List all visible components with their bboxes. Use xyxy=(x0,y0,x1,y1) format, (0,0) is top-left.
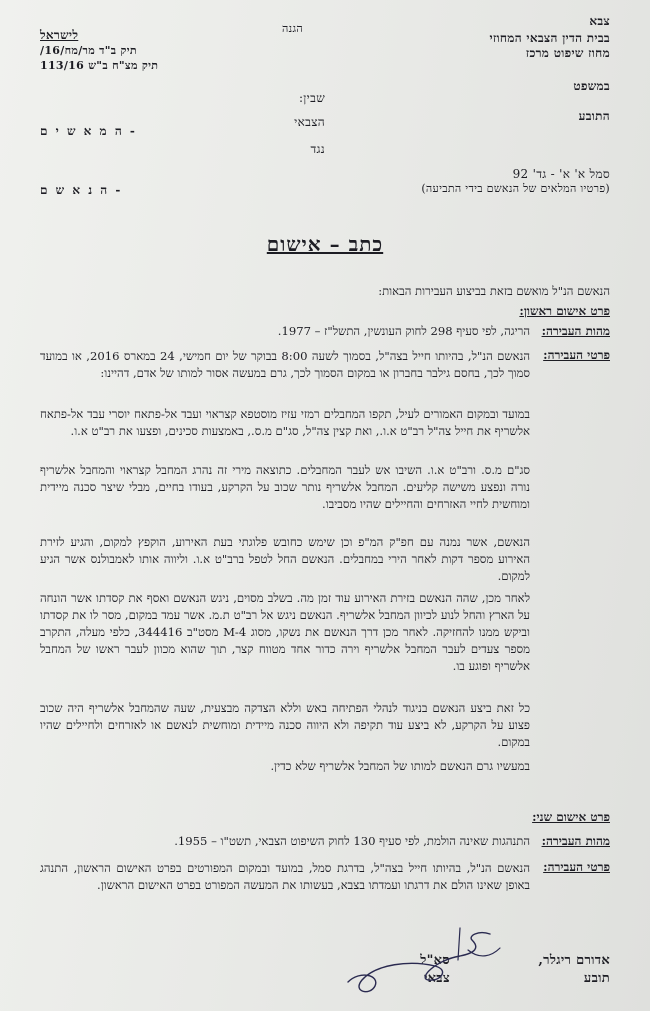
header-center: הגנה xyxy=(282,22,304,35)
trial-label: במשפט xyxy=(573,79,610,93)
count1-heading: פרט אישום ראשון: xyxy=(519,304,610,318)
signer-name: אדורם ריגלר, xyxy=(538,953,610,968)
header-army: צבא xyxy=(589,14,610,28)
signer-role: תובע xyxy=(583,971,610,986)
count1-paragraph-4: הנאשם, אשר נמנה עם חפ"ק המ"פ וכן שימש כחובש פלוגתי בעת האירוע, הוקפץ למקום, והגיע לזירת האירוע מספר דקות לאחר הירי במחבלים. הנאשם החל לטפל ברב"ט א.ו. וליווה אותו לאמבולנס אשר הגיע למקום. xyxy=(40,535,530,583)
count2-nature-label: מהות העבירה: xyxy=(541,834,610,848)
header-mpu-case: תיק מצ"ח ב"ש 113/16 xyxy=(40,59,159,72)
count1-paragraph-5: לאחר מכן, שהה הנאשם בזירת האירוע עוד זמן מה. בשלב מסוים, ניגש הנאשם ואסף את קסדתו אשר הונחה על הארץ והחל לנוע לכיוון המחבל אלשריף. הנאשם ניגש אל רב"ט ת.מ. אשר עמד במקום, מסר לו את קסדתו וביקש ממנו להחזיקה. לאחר מכן דרך הנאשם את נשקו, מסוג M-4 מסט"ב 344416, כלפי מעלה, התקרב מספר צעדים לעבר המחבל אלשריף וירה כדור אחד מטווח קצר, תוך שהוא מכוון לעבר ראשו של המחבל אלשריף ופוגע בו. xyxy=(40,591,530,673)
header-israel: לישראל xyxy=(40,28,79,42)
count1-nature-text: הריגה, לפי סעיף 298 לחוק העונשין, התשל"ז – 1977. xyxy=(277,324,530,338)
count2-paragraph-1: הנאשם הנ"ל, בהיותו חייל בצה"ל, בדרגת סמל, במועד ובמקום המפורטים בפרט האישום הראשון, התנהג באופן שאינו הולם את דרגתו ועמדתו בצבא, בעשותו את המעשה המפורט בפרט האישום הראשון. xyxy=(40,861,530,892)
accuser-label: - ה מ א ש י ם xyxy=(40,124,137,138)
plaintiff-label: התובע xyxy=(578,109,610,123)
header-district: מחוז שיפוט מרכז xyxy=(525,46,610,60)
count1-paragraph-7: במעשיו גרם הנאשם למותו של המחבל אלשריף שלא כדין. xyxy=(270,759,530,773)
document-title: כתב – אישום xyxy=(266,232,384,256)
count1-paragraph-2: במועד ובמקום האמורים לעיל, תקפו המחבלים רמזי עזיז מוסטפא קצראוי ועבד אל-פתאח יוסרי עבד אל-פתאח אלשריף את חייל צה"ל רב"ט א.ו., ואת קצין צה"ל, סג"ם מ.ס., באמצעות סכינים, ופצעו את רב"ט א.ו. xyxy=(40,407,530,438)
header-case-number: תיק ב"ד מר/מח/16/ xyxy=(40,44,137,57)
accused-label: - ה נ א ש ם xyxy=(40,183,123,197)
count1-nature-label: מהות העבירה: xyxy=(541,324,610,338)
count2-details-label: פרטי העבירה: xyxy=(543,860,610,874)
count2-heading: פרט אישום שני: xyxy=(532,810,610,824)
between-label: שבין: xyxy=(298,91,325,105)
header-court: בבית הדין הצבאי המחוזי xyxy=(489,31,610,45)
against-label: נגד xyxy=(310,142,325,156)
details-note: (פרטיו המלאים של הנאשם בידי התביעה) xyxy=(421,182,610,195)
count1-details-label: פרטי העבירה: xyxy=(543,348,610,362)
intro-text: הנאשם הנ"ל מואשם בזאת בביצוע העבירות הבאות: xyxy=(378,284,610,298)
signer-unit: צבאי xyxy=(423,971,450,986)
count1-paragraph-1: הנאשם הנ"ל, בהיותו חייל בצה"ל, בסמוך לשעה 8:00 בבוקר של יום חמישי, 24 במארס 2016, או במועד סמוך לכך, בחסם גילבר בחברון או במקום הסמוך לכך, גרם במעשה אסור למותו של אדם, דהיינו: xyxy=(40,349,531,380)
signer-rank: סא"ל xyxy=(420,953,450,968)
military-label: הצבאי xyxy=(294,115,325,129)
count2-nature-text: התנהגות שאינה הולמת, לפי סעיף 130 לחוק השיפוט הצבאי, תשט"ו – 1955. xyxy=(174,834,530,848)
defendant-line: סמל א' א' - גד' 92 xyxy=(512,167,610,181)
count1-paragraph-3: סג"ם מ.ס. ורב"ט א.ו. השיבו אש לעבר המחבלים. כתוצאה מירי זה נהרג המחבל קצראוי והמחבל אלשריף נורה ונפצע משישה קליעים. המחבל אלשריף נותר שכוב על הקרקע, בעודו בחיים, מבלי שיצר סכנה מיידית ומוחשית לחיי האזרחים והחיילים שהיו מסביבו. xyxy=(40,463,530,511)
count1-paragraph-6: כל זאת ביצע הנאשם בניגוד לנהלי הפתיחה באש וללא הצדקה מבצעית, שעה שהמחבל אלשריף היה שכוב פצוע על הקרקע, לא ביצע עוד תקיפה ולא היווה סכנה מיידית ומוחשית לנאשם או לאזרחים ולחיילים שהיו במקום. xyxy=(40,701,530,749)
handwritten-signature xyxy=(340,920,510,1000)
